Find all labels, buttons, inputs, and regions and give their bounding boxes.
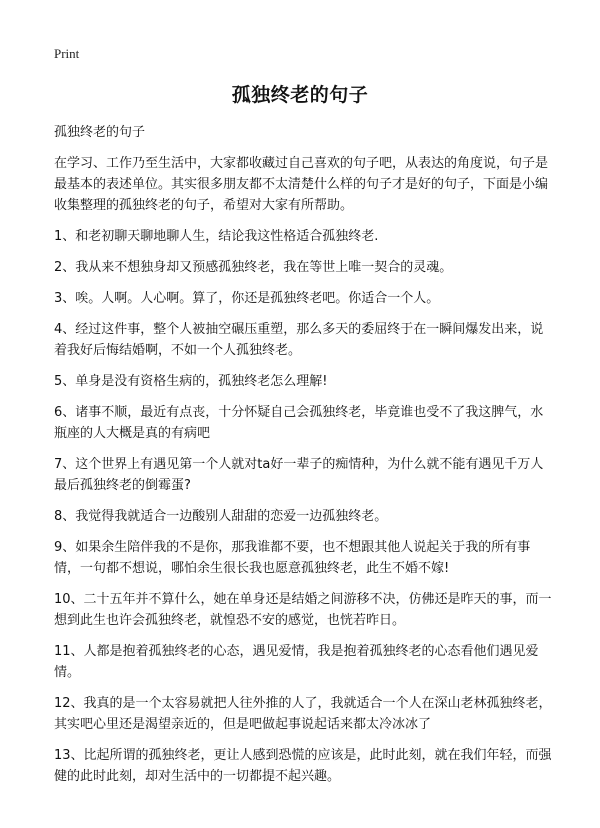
intro-paragraph: 在学习、工作乃至生活中，大家都收藏过自己喜欢的句子吧，从表达的角度说，句子是最基本的表述单位。其实很多朋友都不太清楚什么样的句子才是好的句子，下面是小编收集整理的孤独终老的句子，希望对大家有所帮助。 [54, 156, 549, 213]
list-item: 1、和老初聊天聊地聊人生，结论我这性格适合孤独终老. [54, 229, 379, 244]
list-item: 12、我真的是一个太容易就把人往外推的人了，我就适合一个人在深山老林孤独终老，其实吧心里还是渴望亲近的，但是吧做起事说起话来都太冷冰冰了 [54, 696, 552, 732]
list-item: 9、如果余生陪伴我的不是你，那我谁都不要，也不想跟其他人说起关于我的所有事情，一句都不想说，哪怕余生很长我也愿意孤独终老，此生不婚不嫁! [54, 540, 531, 576]
list-item: 2、我从来不想独身却又预感孤独终老，我在等世上唯一契合的灵魂。 [54, 260, 453, 275]
list-item: 13、比起所谓的孤独终老，更让人感到恐慌的应该是，此时此刻，就在我们年轻，而强健的此时此刻，却对生活中的一切都提不起兴趣。 [54, 748, 552, 784]
list-item: 3、唉。人啊。人心啊。算了，你还是孤独终老吧。你适合一个人。 [54, 291, 440, 306]
list-item: 7、这个世界上有遇见第一个人就对ta好一辈子的痴情种，为什么就不能有遇见千万人最后孤独终老的倒霉蛋? [54, 457, 544, 493]
list-item: 8、我觉得我就适合一边酸别人甜甜的恋爱一边孤独终老。 [54, 509, 388, 524]
list-item: 6、诸事不顺，最近有点丧，十分怀疑自己会孤独终老，毕竟谁也受不了我这脾气，水瓶座的人大概是真的有病吧 [54, 405, 544, 441]
print-link[interactable]: Print [54, 46, 80, 61]
list-item: 10、二十五年并不算什么，她在单身还是结婚之间游移不决，仿佛还是昨天的事，而一想到此生也许会孤独终老，就惶恐不安的感觉，也恍若昨日。 [54, 592, 552, 628]
article-subtitle: 孤独终老的句子 [54, 125, 146, 140]
list-item: 4、经过这件事，整个人被抽空碾压重塑，那么多天的委屈终于在一瞬间爆发出来，说着我好后悔结婚啊，不如一个人孤独终老。 [54, 322, 544, 358]
page-title: 孤独终老的句子 [231, 84, 369, 106]
list-item: 5、单身是没有资格生病的，孤独终老怎么理解! [54, 374, 328, 389]
article-body [54, 122, 554, 797]
list-item: 11、人都是抱着孤独终老的心态，遇见爱情，我是抱着孤独终老的心态看他们遇见爱情。 [54, 644, 539, 680]
